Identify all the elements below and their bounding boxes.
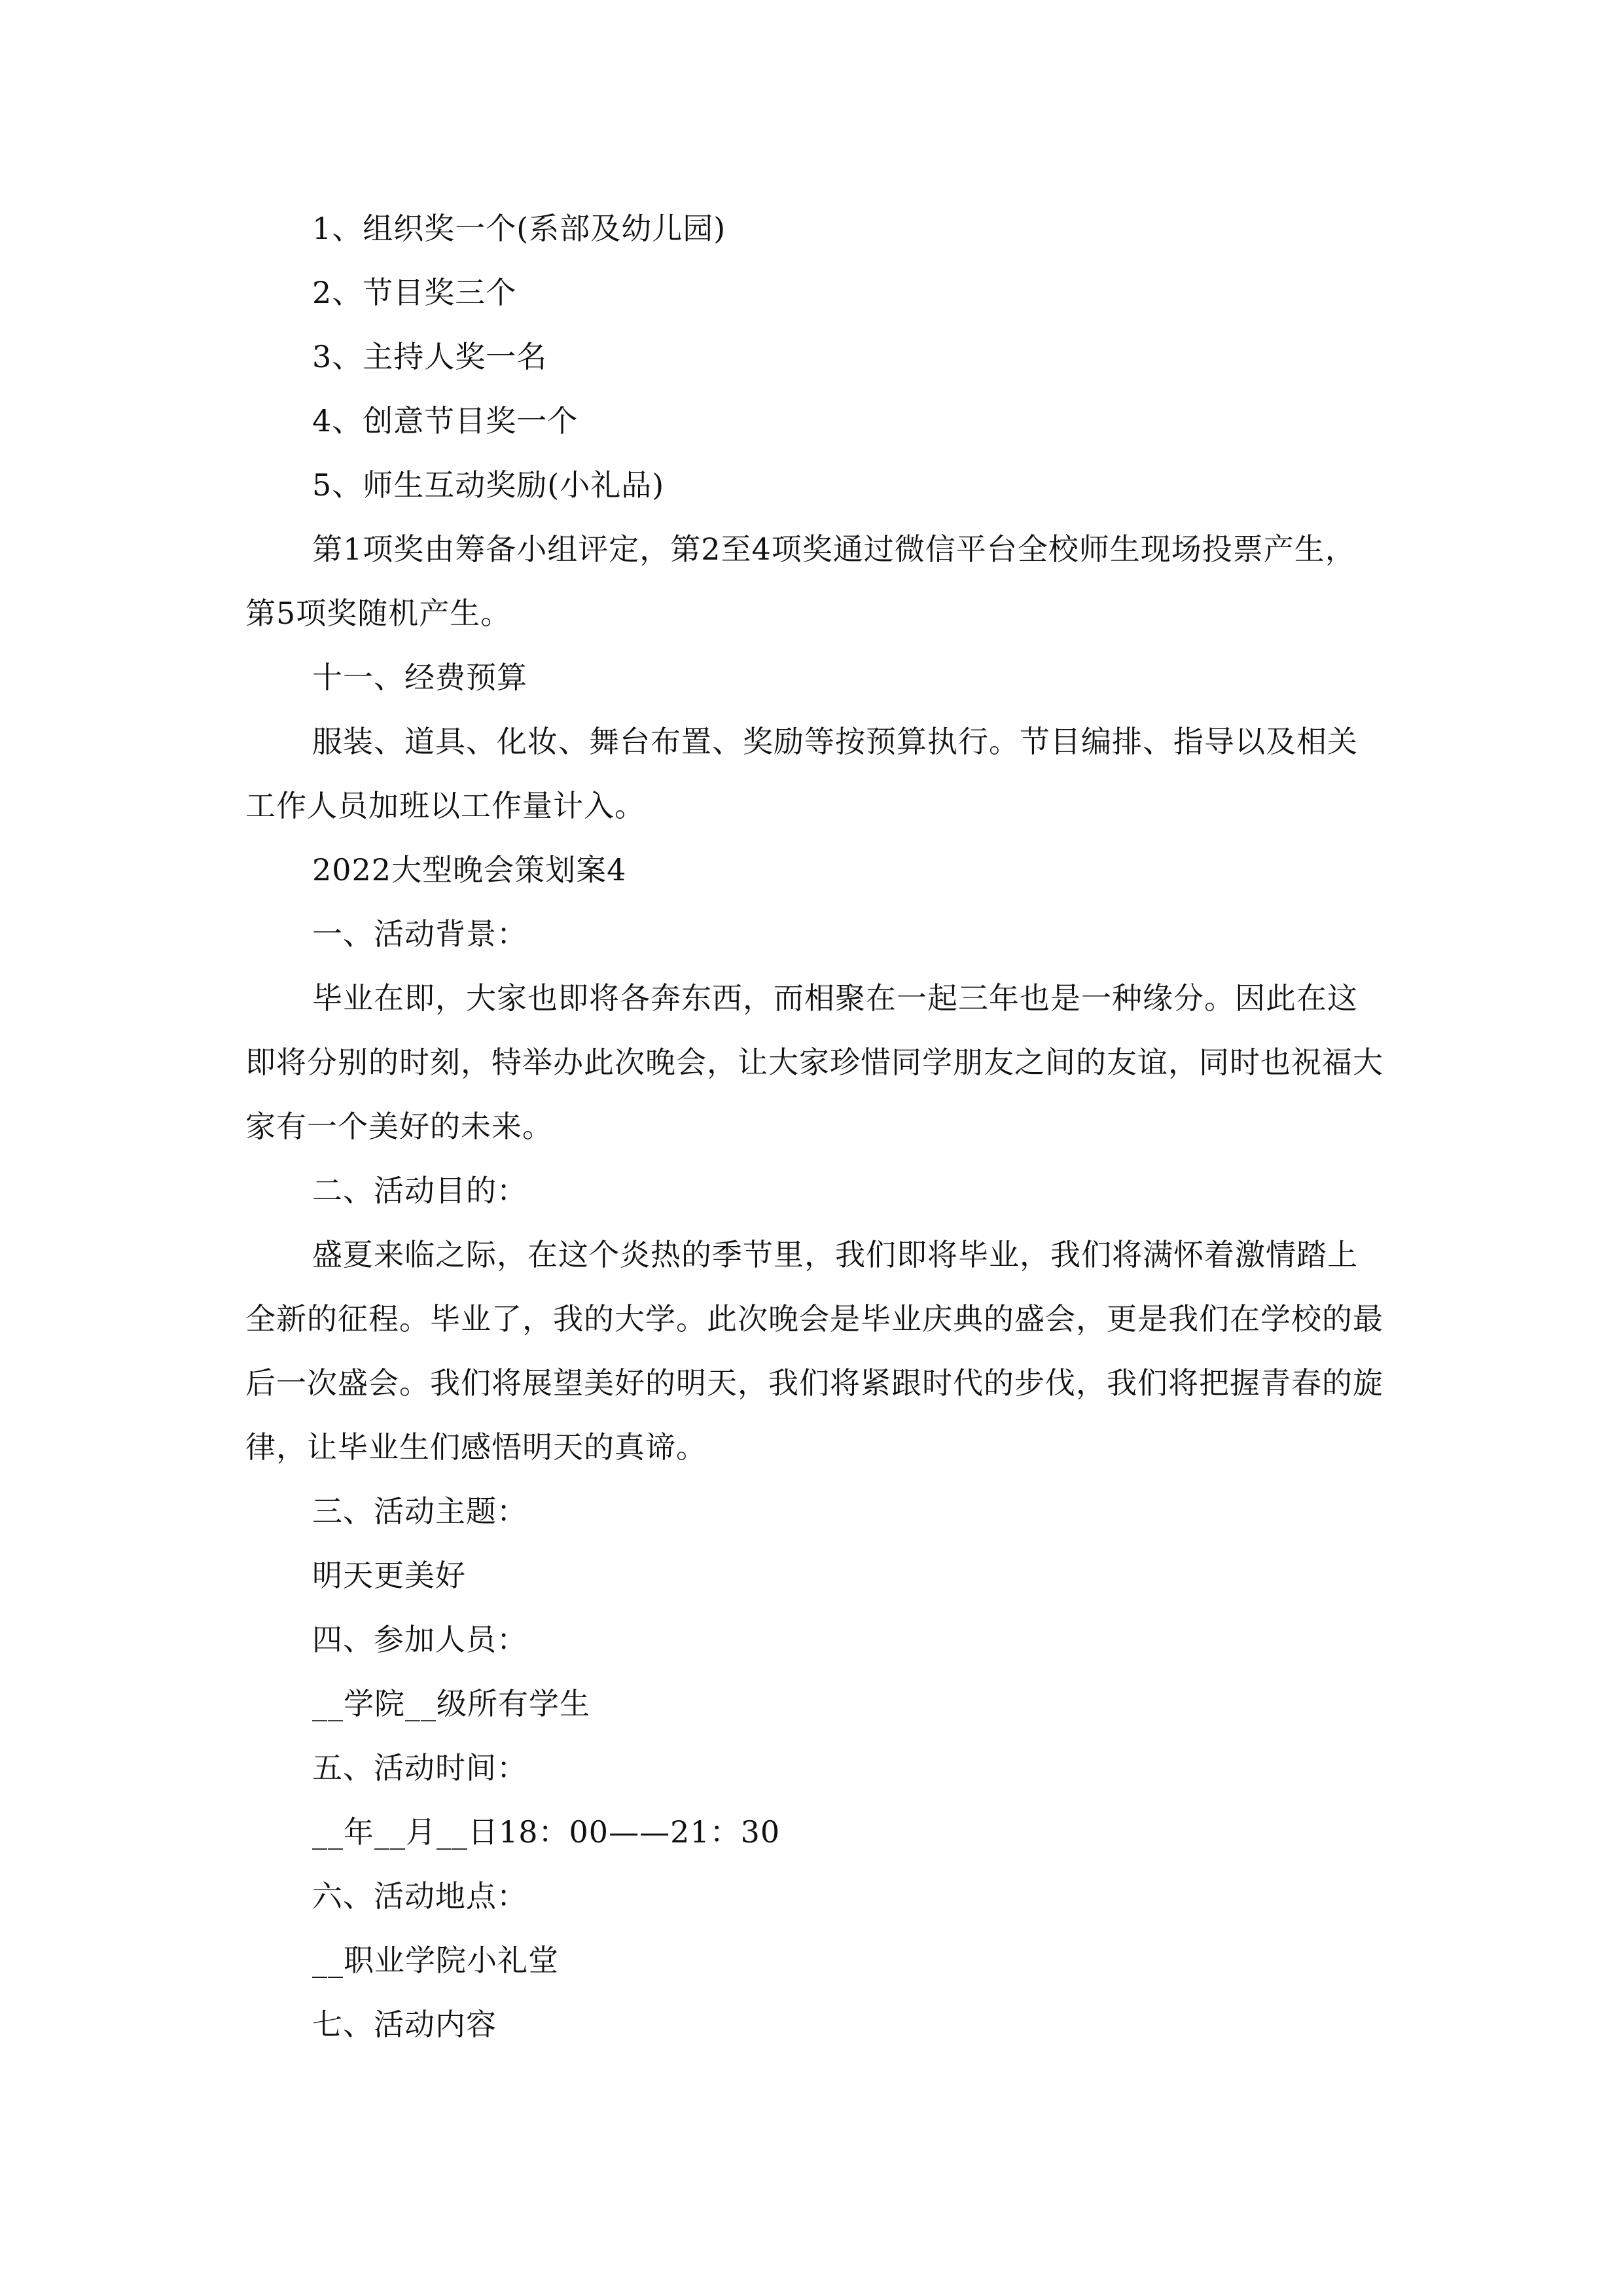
time-text: __年__月__日18：00——21：30	[312, 1814, 781, 1850]
location-text: __职业学院小礼堂	[312, 1943, 559, 1978]
award-rules-paragraph: 第1项奖由筹备小组评定，第2至4项奖通过微信平台全校师生现场投票产生，第5项奖随机产生。	[245, 531, 1356, 631]
theme-text: 明天更美好	[312, 1558, 466, 1593]
section-heading-content: 七、活动内容	[312, 2007, 497, 2042]
section-heading-budget: 十一、经费预算	[312, 660, 527, 695]
budget-paragraph: 服装、道具、化妆、舞台布置、奖励等按预算执行。节目编排、指导以及相关工作人员加班以工作量计入。	[245, 724, 1358, 823]
background-paragraph: 毕业在即，大家也即将各奔东西，而相聚在一起三年也是一种缘分。因此在这即将分别的时刻，特举办此次晚会，让大家珍惜同学朋友之间的友谊，同时也祝福大家有一个美好的未来。	[245, 980, 1383, 1144]
award-item-5: 5、师生互动奖励(小礼品)	[312, 467, 665, 503]
purpose-paragraph: 盛夏来临之际，在这个炎热的季节里，我们即将毕业，我们将满怀着激情踏上全新的征程。毕业了，我的大学。此次晚会是毕业庆典的盛会，更是我们在学校的最后一次盛会。我们将展望美好的明天，我们将紧跟时代的步伐，我们将把握青春的旋律，让毕业生们感悟明天的真谛。	[245, 1237, 1383, 1465]
section-heading-purpose: 二、活动目的：	[312, 1173, 527, 1208]
section-heading-participants: 四、参加人员：	[312, 1622, 527, 1657]
participants-text: __学院__级所有学生	[312, 1686, 590, 1721]
section-heading-time: 五、活动时间：	[312, 1750, 527, 1785]
document-body	[245, 196, 1384, 2056]
award-item-1: 1、组织奖一个(系部及幼儿园)	[312, 211, 726, 246]
section-heading-location: 六、活动地点：	[312, 1878, 527, 1914]
section-heading-theme: 三、活动主题：	[312, 1494, 527, 1529]
award-item-2: 2、节目奖三个	[312, 275, 517, 310]
plan-title: 2022大型晚会策划案4	[312, 852, 627, 888]
section-heading-background: 一、活动背景：	[312, 916, 527, 952]
award-item-4: 4、创意节目奖一个	[312, 403, 579, 439]
award-item-3: 3、主持人奖一名	[312, 339, 548, 374]
